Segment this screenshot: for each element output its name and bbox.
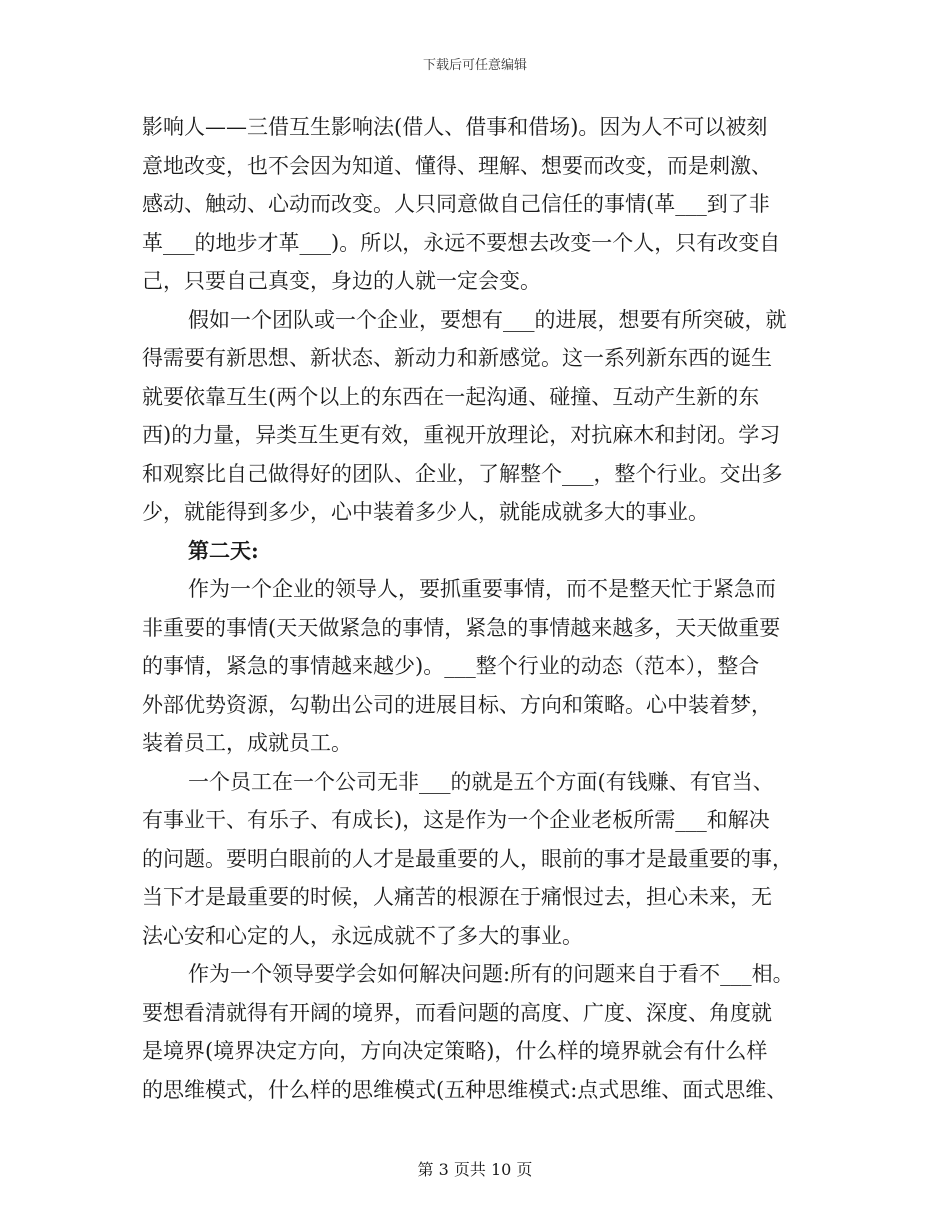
paragraph-line: 法心安和心定的人，永远成就不了多大的事业。 — [142, 923, 583, 948]
paragraph-line: 作为一个企业的领导人，要抓重要事情，而不是整天忙于紧急而 — [188, 577, 776, 601]
paragraph-line: 非重要的事情(天天做紧急的事情，紧急的事情越来越多，天天做重要 — [142, 615, 781, 640]
paragraph-line: 影响人——三借互生影响法(借人、借事和借场)。因为人不可以被刻 — [142, 115, 768, 139]
paragraph-line: 的事情，紧急的事情越来越少)。___整个行业的动态（范本），整合 — [142, 654, 760, 678]
paragraph-line: 的思维模式，什么样的思维模式(五种思维模式:点式思维、面式思维、 — [142, 1077, 788, 1102]
paragraph-line: 作为一个领导要学会如何解决问题:所有的问题来自于看不___相。 — [188, 962, 794, 986]
paragraph-line: 革___的地步才革___)。所以，永远不要想去改变一个人，只有改变自 — [142, 230, 781, 255]
paragraph-line: 要想看清就得有开阔的境界，而看问题的高度、广度、深度、角度就 — [142, 1000, 772, 1025]
paragraph-line: 的问题。要明白眼前的人才是最重要的人，眼前的事才是最重要的事， — [142, 846, 793, 871]
paragraph-line: 感动、触动、心动而改变。人只同意做自己信任的事情(革___到了非 — [142, 192, 770, 216]
paragraph-line: 就要依靠互生(两个以上的东西在一起沟通、碰撞、互动产生新的东 — [142, 384, 760, 409]
document-body — [142, 108, 808, 1109]
page-header-note: 下载后可任意编辑 — [422, 58, 527, 73]
paragraph-line: 意地改变，也不会因为知道、懂得、理解、想要而改变，而是刺激、 — [142, 153, 772, 178]
paragraph-line: 是境界(境界决定方向，方向决定策略)，什么样的境界就会有什么样 — [142, 1039, 768, 1063]
paragraph-line: 有事业干、有乐子、有成长)，这是作为一个企业老板所需___和解决 — [142, 808, 770, 832]
paragraph-line: 假如一个团队或一个企业，要想有___的进展，想要有所突破，就 — [188, 307, 787, 332]
paragraph-line: 外部优势资源，勾勒出公司的进展目标、方向和策略。心中装着梦， — [142, 692, 772, 717]
section-heading: 第二天: — [188, 537, 259, 563]
paragraph-line: 装着员工，成就员工。 — [142, 731, 352, 755]
paragraph-line: 当下才是最重要的时候，人痛苦的根源在于痛恨过去，担心未来，无 — [142, 885, 772, 909]
paragraph-line: 和观察比自己做得好的团队、企业，了解整个___，整个行业。交出多 — [142, 461, 783, 486]
paragraph-line: 一个员工在一个公司无非___的就是五个方面(有钱赚、有官当、 — [188, 769, 774, 794]
paragraph-line: 得需要有新思想、新状态、新动力和新感觉。这一系列新东西的诞生 — [142, 346, 772, 370]
page-number: 第 3 页共 10 页 — [417, 1160, 533, 1179]
paragraph-line: 少，就能得到多少，心中装着多少人，就能成就多大的事业。 — [142, 500, 709, 524]
paragraph-line: 己，只要自己真变，身边的人就一定会变。 — [142, 269, 541, 293]
paragraph-line: 西)的力量，异类互生更有效，重视开放理论，对抗麻木和封闭。学习 — [142, 423, 781, 447]
